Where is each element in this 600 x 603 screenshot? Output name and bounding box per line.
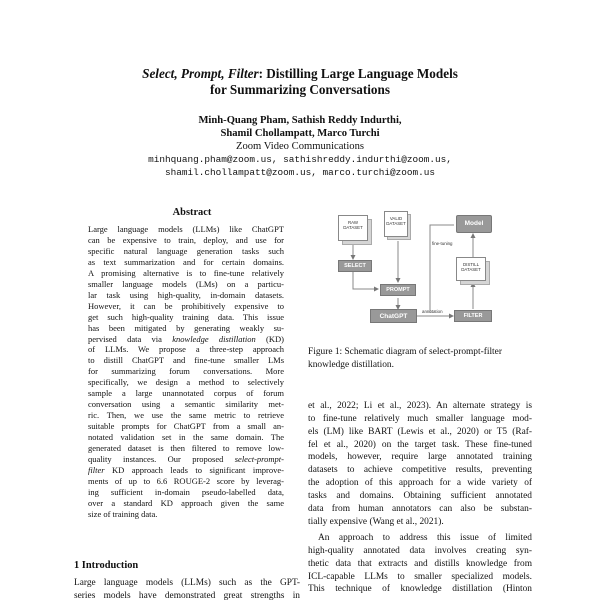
text-line: series models have demonstrated great strengths in	[74, 591, 300, 601]
text-line: data from human annotators can also be substan-	[308, 503, 532, 514]
figure-diagram	[318, 205, 518, 330]
text-line: over a standard KD approach given the same	[88, 497, 284, 508]
filter-node: FILTER	[454, 310, 492, 322]
caption-line-1: Figure 1: Schematic diagram of select-prompt-filter	[308, 347, 502, 357]
distill-dataset-node	[456, 257, 490, 285]
text-line: as text summarization and for certain domains.	[88, 256, 284, 267]
text-line: ICL-capable LLMs to smaller specialized models.	[308, 571, 532, 582]
abstract-body	[88, 224, 284, 520]
text-line: to distill ChatGPT and fine-tune smaller LMs	[88, 355, 284, 366]
valid-dataset-label-1: VALID	[389, 216, 403, 221]
caption-line-2: knowledge distillation.	[308, 359, 394, 370]
text-line: smaller language models (LMs) on a particu-	[88, 278, 284, 289]
text-line: for summarizing forum conversations. More	[88, 366, 284, 377]
text-line: Large language models (LLMs) such as the GPT-	[74, 578, 300, 588]
text-line: tially expensive (Wang et al., 2021).	[308, 516, 444, 527]
title-line-2: for Summarizing Conversations	[210, 82, 390, 97]
arrow-select-to-prompt	[353, 272, 378, 289]
authors-line-1: Minh-Quang Pham, Sathish Reddy Indurthi,	[198, 115, 402, 126]
paper-title	[0, 66, 600, 98]
text-line: the adoption of this approach for a wide variety of	[308, 478, 532, 489]
text-line: An approach to address this issue of limited	[318, 533, 532, 543]
text-line: size of training data.	[88, 508, 158, 519]
raw-dataset-node	[338, 215, 372, 245]
introduction-body	[74, 577, 300, 603]
text-line: lar task using high-quality, in-domain datasets.	[88, 289, 284, 300]
valid-dataset-label-2: DATASET	[386, 221, 406, 226]
text-line: conversation using a semantic similarity met-	[88, 399, 284, 410]
abstract-heading: Abstract	[172, 207, 212, 218]
text-line: suitable prompts for ChatGPT from a small an-	[88, 421, 284, 432]
text-line: models, however, require large annotated training	[308, 452, 532, 463]
model-node: Model	[456, 215, 492, 233]
text-line: specific natural language generation tasks such	[88, 245, 284, 256]
text-line: notated validation set in the same domain. The	[88, 432, 284, 443]
raw-dataset-label-2: DATASET	[343, 225, 363, 230]
text-line: ing sufficient in-domain pseudo-labelled data,	[88, 486, 284, 497]
text-line: Large language models (LLMs) like ChatGPT	[88, 224, 284, 234]
figure-caption	[308, 346, 532, 371]
title-line-1-rest: : Distilling Large Language Models	[258, 66, 458, 81]
valid-dataset-node	[384, 211, 412, 241]
text-line: ments of up to 6.6 ROUGE-2 score by leverag-	[88, 475, 284, 486]
text-line: However, it can be prohibitively expensive to	[88, 300, 284, 311]
right-column-paragraph-1	[308, 400, 532, 528]
text-line: quality instances. Our proposed select-prompt-	[88, 454, 284, 465]
title-italic-part: Select, Prompt, Filter	[142, 66, 259, 81]
text-line: can be expensive to train, deploy, and use for	[88, 234, 284, 245]
text-line: of LLMs. We propose a three-step approach	[88, 344, 284, 355]
text-line: els (LM) like BART (Lewis et al., 2020) or T5 (Raf-	[308, 426, 532, 437]
affiliation: Zoom Video Communications	[235, 141, 365, 152]
text-line: get such high-quality training data. This issue	[88, 311, 284, 322]
annotation-label: annotation	[422, 309, 443, 314]
raw-dataset-label-1: RAW	[347, 220, 359, 225]
authors-line-2: Shamil Chollampatt, Marco Turchi	[220, 128, 380, 139]
text-line: et al., 2022; Li et al., 2023). An alternate strategy is	[308, 401, 532, 411]
text-line: high-quality annotated data involves creating syn-	[308, 545, 532, 556]
text-line: tasks and domains. Obtaining sufficient annotated	[308, 490, 532, 501]
text-line: fel et al., 2020) on the target task. These fine-tuned	[308, 439, 532, 450]
author-emails	[0, 153, 600, 179]
emails-line-1: minhquang.pham@zoom.us, sathishreddy.indurthi@zoom.us,	[148, 154, 452, 165]
section-heading-introduction: 1 Introduction	[74, 560, 139, 571]
distill-dataset-label-1: DISTILL	[462, 262, 480, 267]
text-line: to fine-tune relatively much smaller language mod-	[308, 413, 532, 424]
prompt-node: PROMPT	[380, 284, 416, 296]
text-line: specifically, we design a method to selectively	[88, 377, 284, 388]
title-line-1	[0, 66, 600, 82]
distill-dataset-label-2: DATASET	[461, 267, 481, 272]
emails-line-2: shamil.chollampatt@zoom.us, marco.turchi@zoom.us	[164, 167, 436, 178]
select-node: SELECT	[338, 260, 372, 272]
text-line: ric. Then, we use the same metric to retrieve	[88, 410, 284, 421]
text-line: pervised data via knowledge distillation (KD)	[88, 333, 284, 344]
chatgpt-node: ChatGPT	[370, 309, 417, 323]
text-line: thetic data that extracts and distills knowledge from	[308, 558, 532, 569]
text-line: sample a large unannotated corpus of forum	[88, 388, 284, 399]
text-line: datasets to achieve competitive results, preventing	[308, 465, 532, 476]
text-line: has been mitigated by generating weakly su-	[88, 322, 284, 333]
arrow-fine-tuning-loop	[430, 225, 454, 313]
text-line: generated dataset is then filtered to remove low-	[88, 443, 284, 454]
author-list	[0, 114, 600, 140]
text-line: This technique of knowledge distillation (Hinton	[308, 584, 532, 595]
text-line: filter KD approach leads to significant improve-	[88, 464, 284, 475]
fine-tuning-label: fine-tuning	[432, 241, 453, 246]
right-column-paragraph-2	[308, 532, 532, 596]
text-line: A promising alternative is to fine-tune relatively	[88, 267, 284, 278]
